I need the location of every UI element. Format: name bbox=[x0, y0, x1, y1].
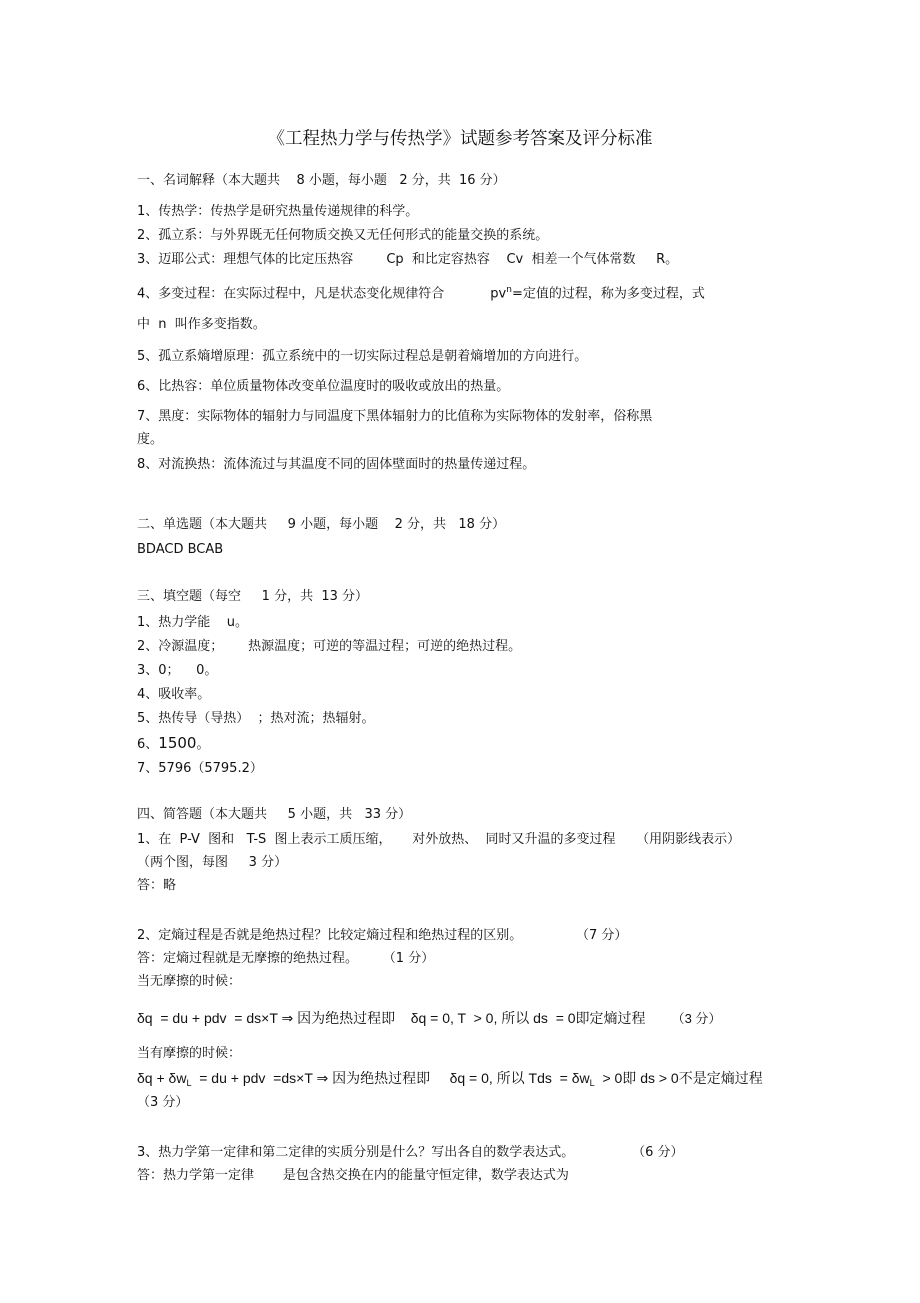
list-item: 3、迈耶公式：理想气体的比定压热容 Cp 和比定容热容 Cv 相差一个气体常数 R。 bbox=[137, 252, 679, 267]
equation-2 bbox=[137, 1069, 763, 1089]
list-item: 8、对流换热：流体流过与其温度不同的固体壁面时的热量传递过程。 bbox=[137, 457, 536, 472]
list-item bbox=[137, 282, 705, 302]
list-item: 5、孤立系熵增原理：孤立系统中的一切实际过程总是朝着熵增加的方向进行。 bbox=[137, 349, 588, 364]
equation-2-part-c: > 0即 ds > 0不是定熵过程 bbox=[594, 1070, 763, 1086]
list-item: 1、热力学能 u。 bbox=[137, 615, 249, 630]
item6-suffix: 。 bbox=[196, 737, 210, 752]
section-4-heading: 四、简答题（本大题共 5 小题，共 33 分） bbox=[137, 807, 412, 822]
list-item: 5、热传导（导热） ；热对流；热辐射。 bbox=[137, 711, 375, 726]
item4-tail: =定值的过程，称为多变过程，式 bbox=[511, 286, 705, 302]
section-2-heading: 二、单选题（本大题共 9 小题，每小题 2 分，共 18 分） bbox=[137, 517, 506, 532]
question-3-answer: 答：热力学第一定律 是包含热交换在内的能量守恒定律，数学表达式为 bbox=[137, 1168, 569, 1183]
list-item: 6、比热容：单位质量物体改变单位温度时的吸收或放出的热量。 bbox=[137, 379, 510, 394]
list-item: 中 n 叫作多变指数。 bbox=[137, 317, 266, 332]
list-item: 3、0； 0。 bbox=[137, 663, 218, 678]
question-2-case-2: 当有摩擦的时候： bbox=[137, 1046, 242, 1061]
equation-2-subscript: L bbox=[589, 1078, 595, 1088]
list-item: 7、黑度：实际物体的辐射力与同温度下黑体辐射力的比值称为实际物体的发射率，俗称黑 bbox=[137, 409, 653, 424]
question-1-note: （两个图，每图 3 分） bbox=[137, 855, 288, 870]
item4-exponent: n bbox=[506, 285, 512, 295]
equation-2-part-a: δq + δw bbox=[137, 1070, 187, 1086]
section-1-heading: 一、名词解释（本大题共 8 小题，每小题 2 分，共 16 分） bbox=[137, 173, 506, 188]
equation-2-part-b: = du + pdv =ds×T ⇒ 因为绝热过程即 δq = 0, 所以 Tds = δw bbox=[191, 1070, 590, 1086]
item6-prefix: 6、 bbox=[137, 737, 159, 752]
item4-formula: pv bbox=[490, 286, 507, 302]
question-1-answer: 答：略 bbox=[137, 878, 177, 893]
equation-1-score: （3 分） bbox=[671, 1011, 722, 1026]
list-item: 2、冷源温度； 热源温度；可逆的等温过程；可逆的绝热过程。 bbox=[137, 639, 522, 654]
list-item: 2、孤立系：与外界既无任何物质交换又无任何形式的能量交换的系统。 bbox=[137, 228, 549, 243]
item6-value: 1500 bbox=[158, 734, 197, 752]
question-2-answer: 答：定熵过程就是无摩擦的绝热过程。 （1 分） bbox=[137, 951, 435, 966]
equation-2-score: （3 分） bbox=[137, 1095, 189, 1110]
equation-2-subscript: L bbox=[186, 1078, 192, 1088]
equation-1-body: δq = du + pdv = ds×T ⇒ 因为绝热过程即 δq = 0, T > 0, 所以 ds = 0即定熵过程 bbox=[137, 1010, 646, 1026]
section-3-heading: 三、填空题（每空 1 分，共 13 分） bbox=[137, 589, 369, 604]
list-item: 7、5796（5795.2） bbox=[137, 761, 263, 776]
equation-1 bbox=[137, 1009, 721, 1028]
list-item: 度。 bbox=[137, 432, 164, 447]
list-item: 4、吸收率。 bbox=[137, 687, 211, 702]
page-title: 《工程热力学与传热学》试题参考答案及评分标准 bbox=[267, 129, 653, 149]
item4-text: 4、多变过程：在实际过程中，凡是状态变化规律符合 bbox=[137, 286, 445, 302]
question-1: 1、在 P-V 图和 T-S 图上表示工质压缩， 对外放热、 同时又升温的多变过程 （用阴影线表示） bbox=[137, 832, 741, 847]
answer-key: BDACD BCAB bbox=[137, 542, 224, 557]
question-3: 3、热力学第一定律和第二定律的实质分别是什么？写出各自的数学表达式。 （6 分） bbox=[137, 1145, 684, 1160]
list-item bbox=[137, 735, 209, 753]
question-2: 2、定熵过程是否就是绝热过程？比较定熵过程和绝热过程的区别。 （7 分） bbox=[137, 928, 628, 943]
question-2-case-1: 当无摩擦的时候： bbox=[137, 974, 242, 989]
list-item: 1、传热学：传热学是研究热量传递规律的科学。 bbox=[137, 204, 419, 219]
